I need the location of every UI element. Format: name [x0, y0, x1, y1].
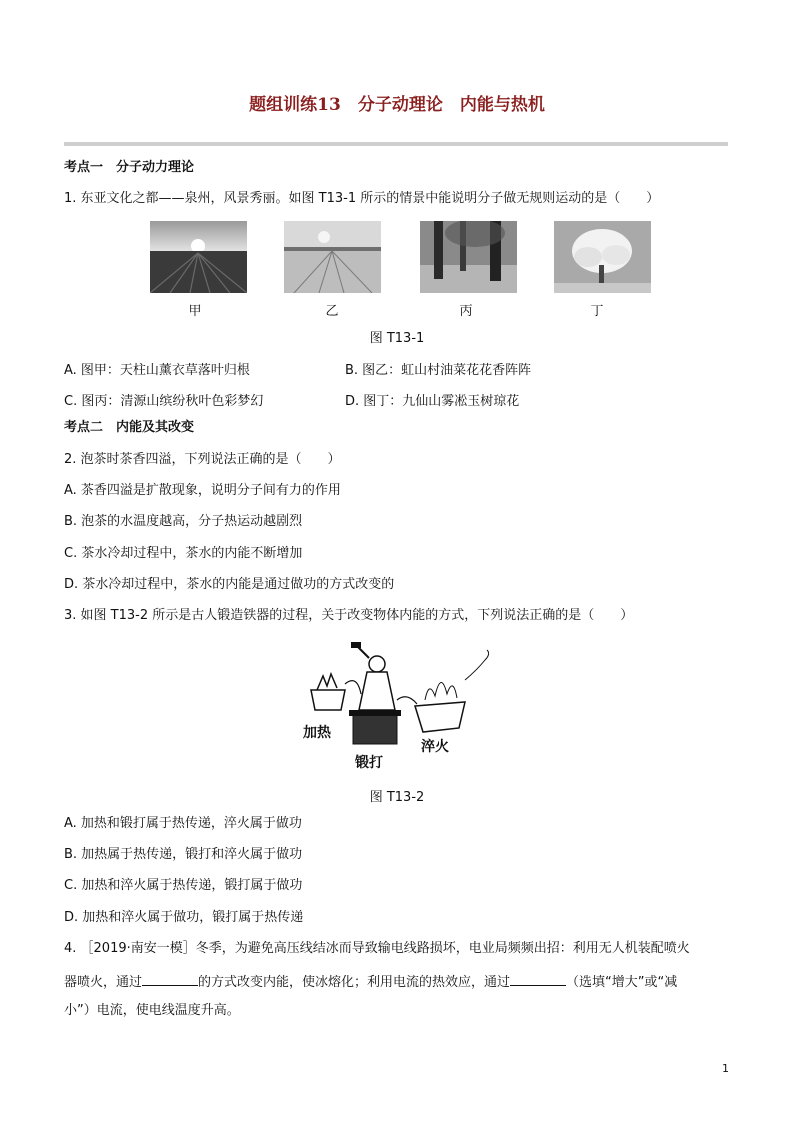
photo-autumn-forest [420, 221, 517, 293]
q4-text-part-c: （选填“增大”或“减 [566, 975, 678, 990]
q3-option-b: B. 加热属于热传递，锻打和淬火属于做功 [64, 847, 303, 862]
q1-option-b: B. 图乙：虹山村油菜花花香阵阵 [345, 363, 532, 378]
photo-caption-jia: 甲 [188, 304, 202, 319]
question-4-line-1: 4. ［2019·南安一模］冬季，为避免高压线结冰而导致输电线路损坏，电业局频频出招：利用无人机装配喷火 [64, 941, 690, 956]
section-heading-1: 考点一 分子动力理论 [64, 160, 195, 175]
q4-blank-2[interactable] [510, 972, 566, 986]
photo-rapeseed-field [284, 221, 381, 293]
figure-caption-t13-1: 图 T13-1 [369, 331, 425, 346]
q2-option-c: C. 茶水冷却过程中，茶水的内能不断增加 [64, 546, 303, 561]
q1-option-d: D. 图丁：九仙山雾凇玉树琼花 [345, 394, 520, 409]
question-4-line-2 [64, 972, 677, 991]
q4-blank-1[interactable] [142, 972, 198, 986]
q2-option-d: D. 茶水冷却过程中，茶水的内能是通过做功的方式改变的 [64, 577, 395, 592]
q1-option-c: C. 图丙：清源山缤纷秋叶色彩梦幻 [64, 394, 264, 409]
photo-caption-yi: 乙 [325, 304, 339, 319]
section-heading-2: 考点二 内能及其改变 [64, 420, 195, 435]
q2-option-a: A. 茶香四溢是扩散现象，说明分子间有力的作用 [64, 483, 341, 498]
fig-label-heat: 加热 [303, 725, 331, 741]
q3-option-a: A. 加热和锻打属于热传递，淬火属于做功 [64, 816, 302, 831]
fig-label-forge: 锻打 [355, 755, 383, 771]
q2-option-b: B. 泡茶的水温度越高，分子热运动越剧烈 [64, 514, 303, 529]
fig-label-quench: 淬火 [421, 739, 449, 755]
figure-forging-illustration [295, 640, 495, 776]
photo-rime-tree [554, 221, 651, 293]
title-divider [64, 142, 728, 146]
question-3-stem: 3. 如图 T13-2 所示是古人锻造铁器的过程，关于改变物体内能的方式，下列说法正确的是（ ） [64, 608, 634, 623]
photo-lavender-field [150, 221, 247, 293]
page-title: 题组训练13 分子动理论 内能与热机 [249, 95, 545, 115]
q4-text-part-a: 器喷火，通过 [64, 975, 143, 990]
q1-option-a: A. 图甲：天柱山薰衣草落叶归根 [64, 363, 250, 378]
question-1-stem: 1. 东亚文化之都——泉州，风景秀丽。如图 T13-1 所示的情景中能说明分子做无规则运动的是（ ） [64, 191, 660, 206]
question-2-stem: 2. 泡茶时茶香四溢，下列说法正确的是（ ） [64, 452, 341, 467]
figure-caption-t13-2: 图 T13-2 [369, 790, 425, 805]
photo-caption-ding: 丁 [590, 304, 604, 319]
q3-option-d: D. 加热和淬火属于做功，锻打属于热传递 [64, 910, 304, 925]
question-4-line-3: 小”）电流，使电线温度升高。 [64, 1003, 240, 1018]
page-number: 1 [722, 1062, 729, 1075]
q3-option-c: C. 加热和淬火属于热传递，锻打属于做功 [64, 878, 303, 893]
q4-text-part-b: 的方式改变内能，使冰熔化；利用电流的热效应，通过 [198, 975, 511, 990]
photo-caption-bing: 丙 [459, 304, 473, 319]
